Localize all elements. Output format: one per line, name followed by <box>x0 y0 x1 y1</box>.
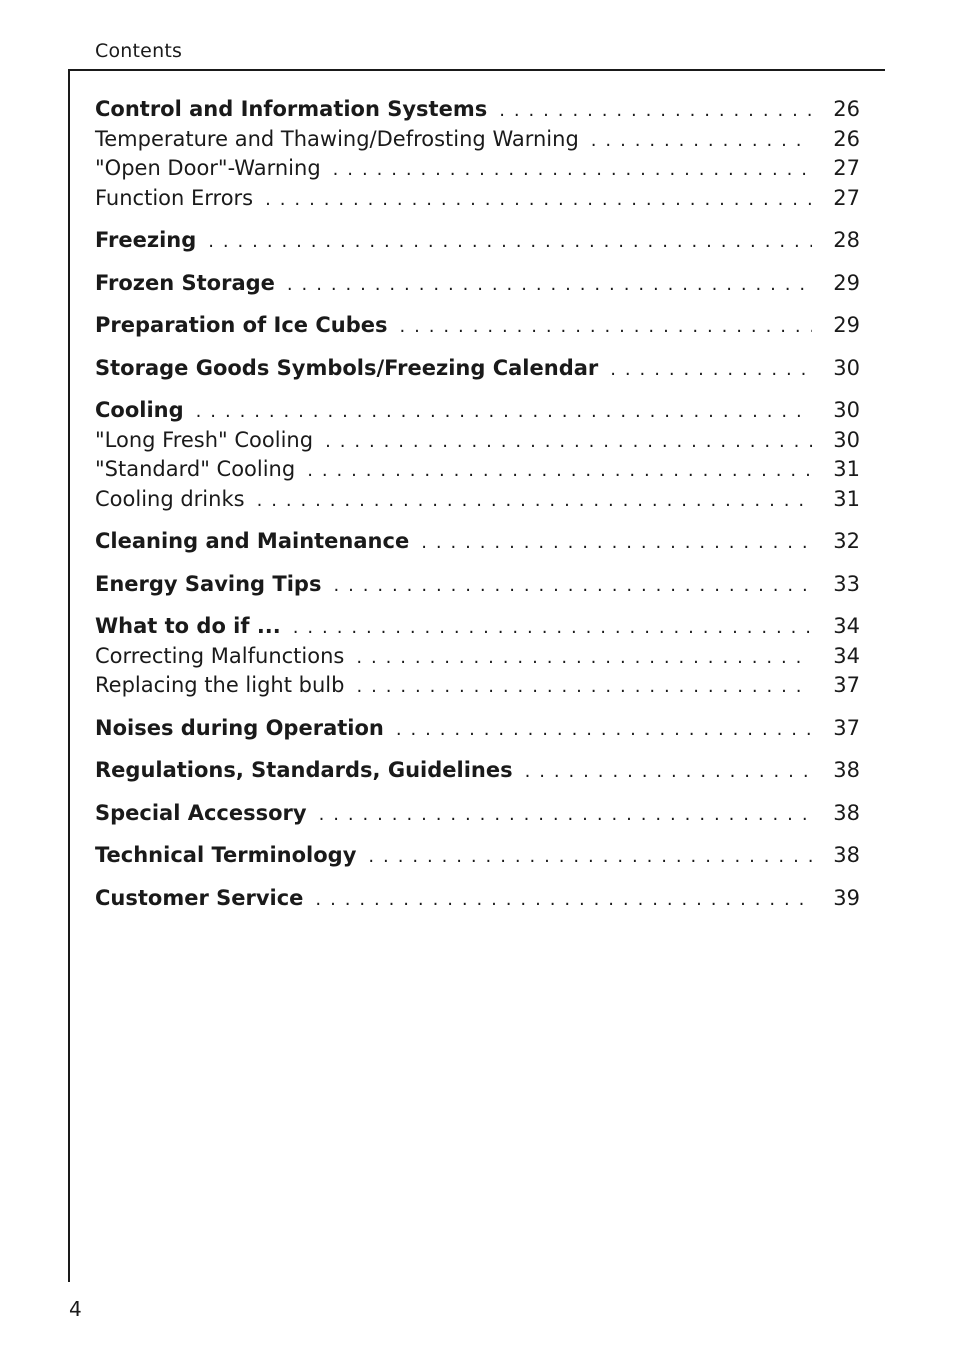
toc-group <box>95 714 860 744</box>
toc-entry-page: 26 <box>833 97 860 121</box>
toc-chapter-entry[interactable] <box>95 714 860 744</box>
toc-dot-leader <box>368 842 812 872</box>
toc-entry-page: 30 <box>833 427 860 452</box>
toc-dot-leader <box>196 397 812 427</box>
toc-group <box>95 95 860 213</box>
toc-section-entry[interactable] <box>95 125 860 155</box>
toc-dot-leader <box>315 885 812 915</box>
toc-entry-title: Temperature and Thawing/Defrosting Warning <box>95 126 579 151</box>
toc-entry-page: 29 <box>833 270 860 295</box>
toc-group <box>95 612 860 701</box>
toc-chapter-entry[interactable] <box>95 226 860 256</box>
toc-chapter-entry[interactable] <box>95 756 860 786</box>
toc-group <box>95 354 860 384</box>
toc-dot-leader <box>307 456 812 486</box>
toc-entry-page: 30 <box>833 355 860 380</box>
toc-dot-leader <box>610 355 812 385</box>
toc-entry-title: "Open Door"-Warning <box>95 156 321 180</box>
toc-chapter-entry[interactable] <box>95 311 860 341</box>
toc-group <box>95 527 860 557</box>
toc-entry-title: Special Accessory <box>95 800 307 825</box>
toc-group <box>95 884 860 914</box>
toc-dot-leader <box>356 643 812 673</box>
toc-dot-leader <box>356 672 812 702</box>
toc-group <box>95 756 860 786</box>
toc-dot-leader <box>287 270 812 300</box>
toc-section-entry[interactable] <box>95 455 860 485</box>
toc-group <box>95 570 860 600</box>
toc-entry-page: 31 <box>833 486 860 511</box>
toc-entry-page: 29 <box>833 313 860 337</box>
toc-section-entry[interactable] <box>95 642 860 672</box>
toc-entry-title: Preparation of Ice Cubes <box>95 313 388 337</box>
toc-dot-leader <box>325 427 812 457</box>
toc-entry-title: Cleaning and Maintenance <box>95 529 410 553</box>
toc-chapter-entry[interactable] <box>95 95 860 125</box>
toc-dot-leader <box>396 715 812 745</box>
toc-chapter-entry[interactable] <box>95 396 860 426</box>
toc-section-entry[interactable] <box>95 426 860 456</box>
toc-entry-page: 34 <box>833 614 860 638</box>
toc-entry-page: 27 <box>833 156 860 180</box>
toc-dot-leader <box>399 312 812 342</box>
toc-entry-title: Technical Terminology <box>95 843 357 867</box>
toc-group <box>95 841 860 871</box>
toc-chapter-entry[interactable] <box>95 570 860 600</box>
toc-dot-leader <box>421 528 812 558</box>
toc-entry-page: 26 <box>833 126 860 151</box>
page-number: 4 <box>69 1297 82 1321</box>
toc-dot-leader <box>265 185 812 215</box>
toc-entry-page: 33 <box>833 571 860 596</box>
toc-chapter-entry[interactable] <box>95 799 860 829</box>
toc-section-entry[interactable] <box>95 485 860 515</box>
toc-group <box>95 269 860 299</box>
toc-dot-leader <box>208 227 812 257</box>
toc-chapter-entry[interactable] <box>95 269 860 299</box>
toc-entry-title: Function Errors <box>95 185 254 210</box>
toc-dot-leader <box>591 126 812 156</box>
toc-entry-page: 27 <box>833 185 860 210</box>
toc-dot-leader <box>525 757 812 787</box>
toc-group <box>95 226 860 256</box>
toc-chapter-entry[interactable] <box>95 841 860 871</box>
toc-entry-page: 37 <box>833 673 860 697</box>
toc-dot-leader <box>319 800 812 830</box>
toc-entry-title: Storage Goods Symbols/Freezing Calendar <box>95 355 599 380</box>
toc-entry-title: Cooling drinks <box>95 486 245 511</box>
toc-chapter-entry[interactable] <box>95 884 860 914</box>
toc-chapter-entry[interactable] <box>95 612 860 642</box>
toc-entry-title: Cooling <box>95 398 184 422</box>
toc-entry-title: Regulations, Standards, Guidelines <box>95 758 513 782</box>
toc-entry-page: 38 <box>833 758 860 782</box>
header-rule <box>68 69 885 71</box>
toc-section-entry[interactable] <box>95 184 860 214</box>
toc-entry-title: Freezing <box>95 228 197 252</box>
toc-dot-leader <box>333 155 812 185</box>
toc-group <box>95 311 860 341</box>
margin-rule <box>68 69 70 1282</box>
toc-entry-page: 39 <box>833 885 860 910</box>
toc-section-entry[interactable] <box>95 671 860 701</box>
toc-entry-title: What to do if ... <box>95 614 281 638</box>
toc-entry-page: 30 <box>833 398 860 422</box>
toc-dot-leader <box>333 571 812 601</box>
toc-entry-title: Correcting Malfunctions <box>95 643 345 668</box>
toc-entry-title: Energy Saving Tips <box>95 571 322 596</box>
toc-entry-page: 31 <box>833 457 860 481</box>
toc-dot-leader <box>257 486 812 516</box>
toc-entry-title: "Long Fresh" Cooling <box>95 427 314 452</box>
table-of-contents <box>95 95 860 926</box>
toc-entry-page: 32 <box>833 529 860 553</box>
toc-entry-page: 38 <box>833 843 860 867</box>
toc-group <box>95 396 860 514</box>
toc-entry-title: Control and Information Systems <box>95 97 488 121</box>
toc-section-entry[interactable] <box>95 154 860 184</box>
toc-chapter-entry[interactable] <box>95 527 860 557</box>
toc-entry-page: 38 <box>833 800 860 825</box>
toc-dot-leader <box>499 96 812 126</box>
toc-group <box>95 799 860 829</box>
toc-dot-leader <box>293 613 812 643</box>
toc-chapter-entry[interactable] <box>95 354 860 384</box>
toc-entry-title: "Standard" Cooling <box>95 457 296 481</box>
toc-entry-page: 34 <box>833 643 860 668</box>
toc-entry-title: Replacing the light bulb <box>95 673 345 697</box>
toc-entry-page: 28 <box>833 228 860 252</box>
toc-entry-title: Noises during Operation <box>95 715 384 740</box>
toc-entry-title: Customer Service <box>95 885 304 910</box>
toc-entry-title: Frozen Storage <box>95 270 275 295</box>
toc-entry-page: 37 <box>833 715 860 740</box>
running-header-title: Contents <box>95 40 183 62</box>
